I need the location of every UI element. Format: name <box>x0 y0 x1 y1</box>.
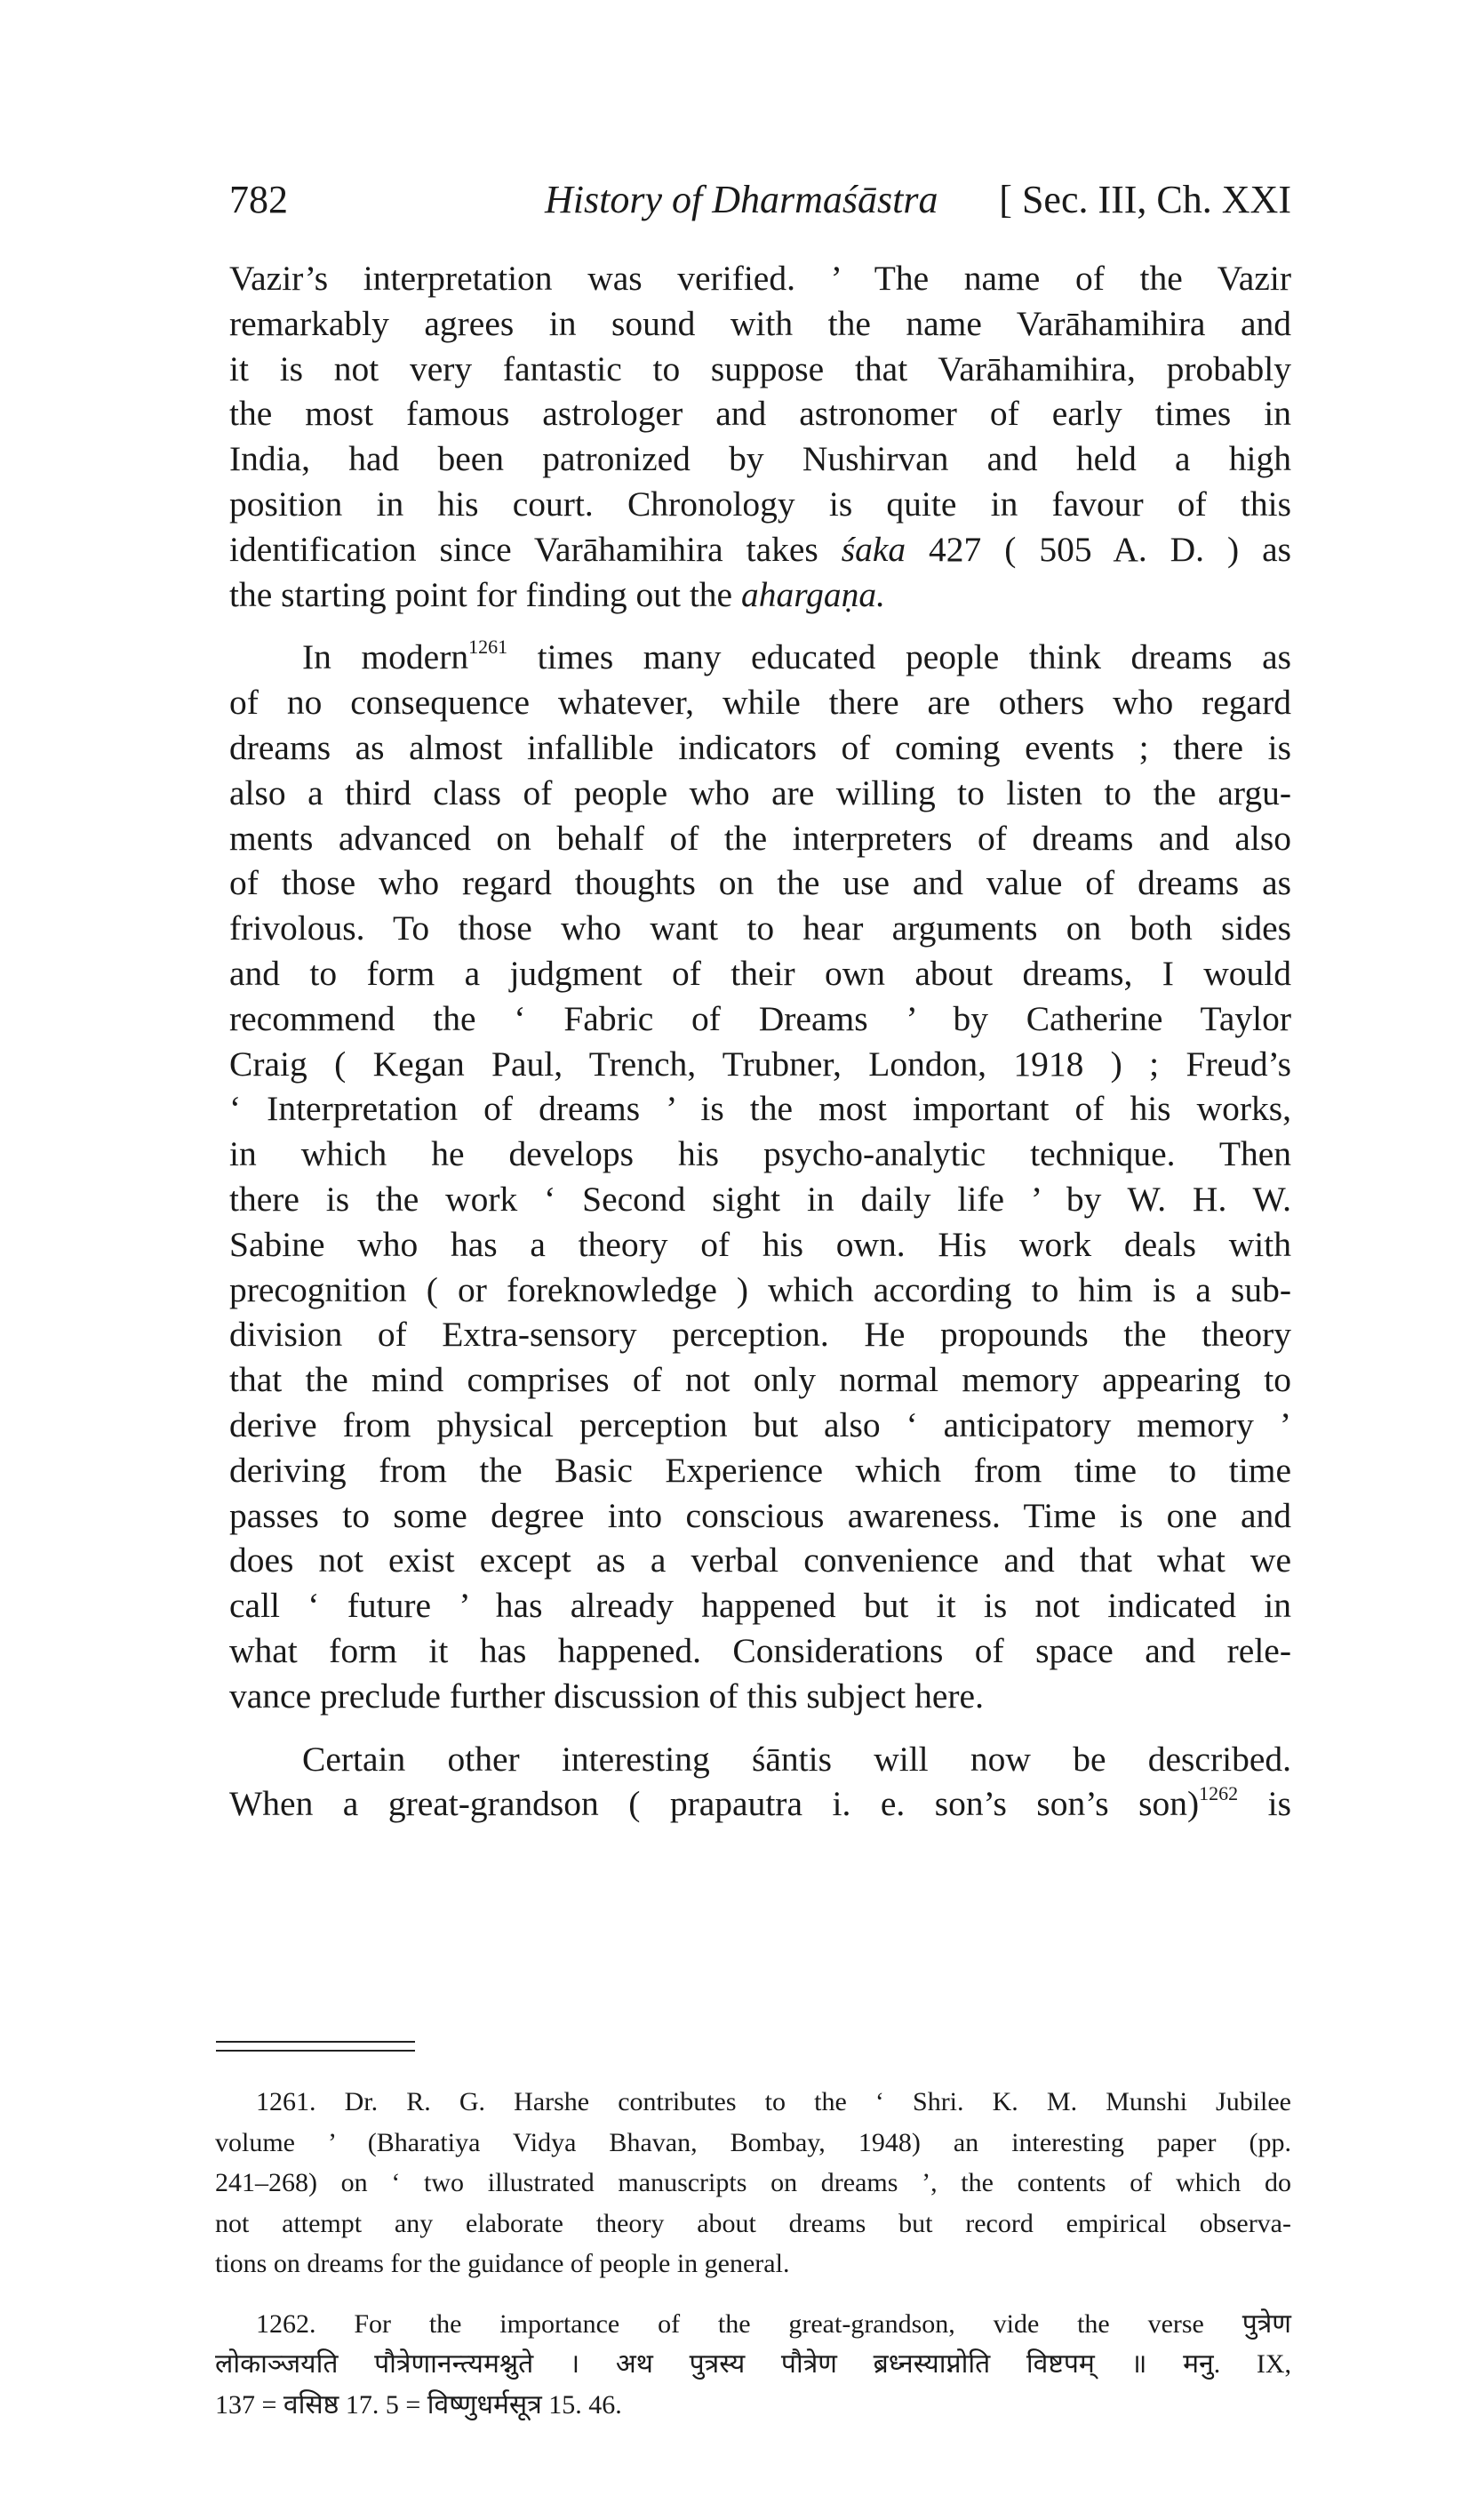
footnote-line: 137 = वसिष्ठ 17. 5 = विष्णुधर्मसूत्र 15. 46. <box>215 2389 622 2420</box>
text-fragment: is <box>1267 1784 1292 1824</box>
text-fragment: identification since Varāhamihira takes <box>229 529 818 569</box>
text-line: call ‘ future ’ has already happened but it is not indicated in <box>229 1586 1291 1626</box>
footnote-line: 241–268) on ‘ two illustrated manuscripts on dreams ’, the contents of which do <box>215 2168 1291 2197</box>
text-line: in which he develops his psycho-analytic technique. Then <box>229 1134 1291 1174</box>
footnote-line: tions on dreams for the guidance of people in general. <box>215 2249 790 2278</box>
page-header <box>229 169 1291 231</box>
text-fragment: times many educated people think dreams as <box>537 637 1292 677</box>
text-line <box>229 635 1291 680</box>
text-line: and to form a judgment of their own about dreams, I would <box>229 953 1291 993</box>
main-text <box>229 256 1291 1827</box>
text-line: division of Extra-sensory perception. He propounds the theory <box>229 1315 1291 1355</box>
term-ahargana: ahargaṇa. <box>740 574 885 614</box>
text-line: ‘ Interpretation of dreams ’ is the most important of his works, <box>229 1089 1291 1129</box>
text-line: deriving from the Basic Experience which from time to time <box>229 1450 1291 1490</box>
text-line: Sabine who has a theory of his own. His work deals with <box>229 1224 1291 1264</box>
page-number: 782 <box>229 178 288 221</box>
text-line: the most famous astrologer and astronomer of early times in <box>229 394 1291 434</box>
text-line: India, had been patronized by Nushirvan and held a high <box>229 439 1291 479</box>
text-line: derive from physical perception but also ‘ anticipatory memory ’ <box>229 1404 1291 1444</box>
text-line: that the mind comprises of not only normal memory appearing to <box>229 1360 1291 1400</box>
text-line: vance preclude further discussion of this subject here. <box>229 1676 984 1716</box>
footnote-line: not attempt any elaborate theory about dreams but record empirical observa- <box>215 2208 1291 2238</box>
text-fragment: the starting point for finding out the <box>229 574 733 614</box>
text-line: Certain other interesting śāntis will now be described. <box>302 1739 1291 1779</box>
text-line <box>229 1781 1291 1827</box>
text-line: what form it has happened. Considerations of space and rele- <box>229 1630 1291 1670</box>
text-fragment: In modern <box>302 637 469 677</box>
text-line: there is the work ‘ Second sight in daily life ’ by W. H. W. <box>229 1179 1291 1219</box>
footnote-line: 1261. Dr. R. G. Harshe contributes to the ‘ Shri. K. M. Munshi Jubilee <box>256 2087 1291 2116</box>
text-fragment: 427 ( 505 A. D. ) as <box>929 529 1291 569</box>
text-line: Craig ( Kegan Paul, Trench, Trubner, London, 1918 ) ; Freud’s <box>229 1044 1291 1084</box>
term-saka: śaka <box>841 529 906 569</box>
footnote-ref-1262: 1262 <box>1199 1782 1239 1805</box>
text-line <box>229 527 1291 572</box>
running-title: History of Dharmaśāstra <box>545 178 938 221</box>
text-line: frivolous. To those who want to hear arguments on both sides <box>229 908 1291 948</box>
text-line: position in his court. Chronology is quite in favour of this <box>229 484 1291 524</box>
footnote-rule <box>216 2041 415 2043</box>
text-line: precognition ( or foreknowledge ) which according to him is a sub- <box>229 1269 1291 1309</box>
text-line: recommend the ‘ Fabric of Dreams ’ by Catherine Taylor <box>229 998 1291 1038</box>
section-reference: [ Sec. III, Ch. XXI <box>999 178 1291 221</box>
footnotes <box>215 2082 1291 2425</box>
text-line: of no consequence whatever, while there are others who regard <box>229 683 1291 723</box>
footnote-line: लोकाञ्जयति पौत्रेणानन्त्यमश्नुते । अथ पुत्रस्य पौत्रेण ब्रध्नस्याप्नोति विष्टपम् ॥ मनु. IX, <box>215 2349 1291 2379</box>
footnote-1262 <box>215 2304 1291 2426</box>
text-line: does not exist except as a verbal convenience and that what we <box>229 1540 1291 1580</box>
footnote-ref-1261: 1261 <box>468 636 508 659</box>
footnote-rule <box>216 2050 415 2052</box>
footnote-line: volume ’ (Bharatiya Vidya Bhavan, Bombay, 1948) an interesting paper (pp. <box>215 2127 1291 2157</box>
text-line: Vazir’s interpretation was verified. ’ The name of the Vazir <box>229 259 1291 298</box>
text-line: it is not very fantastic to suppose that Varāhamihira, probably <box>229 348 1291 388</box>
text-line: also a third class of people who are willing to listen to the argu- <box>229 772 1291 812</box>
text-line: of those who regard thoughts on the use and value of dreams as <box>229 863 1291 903</box>
text-line <box>229 572 1291 618</box>
text-fragment: When a great-grandson ( prapautra i. e. son’s son’s son) <box>229 1784 1200 1824</box>
text-line: passes to some degree into conscious awareness. Time is one and <box>229 1495 1291 1535</box>
text-line: ments advanced on behalf of the interpreters of dreams and also <box>229 818 1291 858</box>
text-line: remarkably agrees in sound with the name Varāhamihira and <box>229 303 1291 343</box>
footnote-line: 1262. For the importance of the great-grandson, vide the verse पुत्रेण <box>256 2308 1291 2339</box>
text-line: dreams as almost infallible indicators of coming events ; there is <box>229 727 1291 767</box>
footnote-1261 <box>215 2082 1291 2284</box>
